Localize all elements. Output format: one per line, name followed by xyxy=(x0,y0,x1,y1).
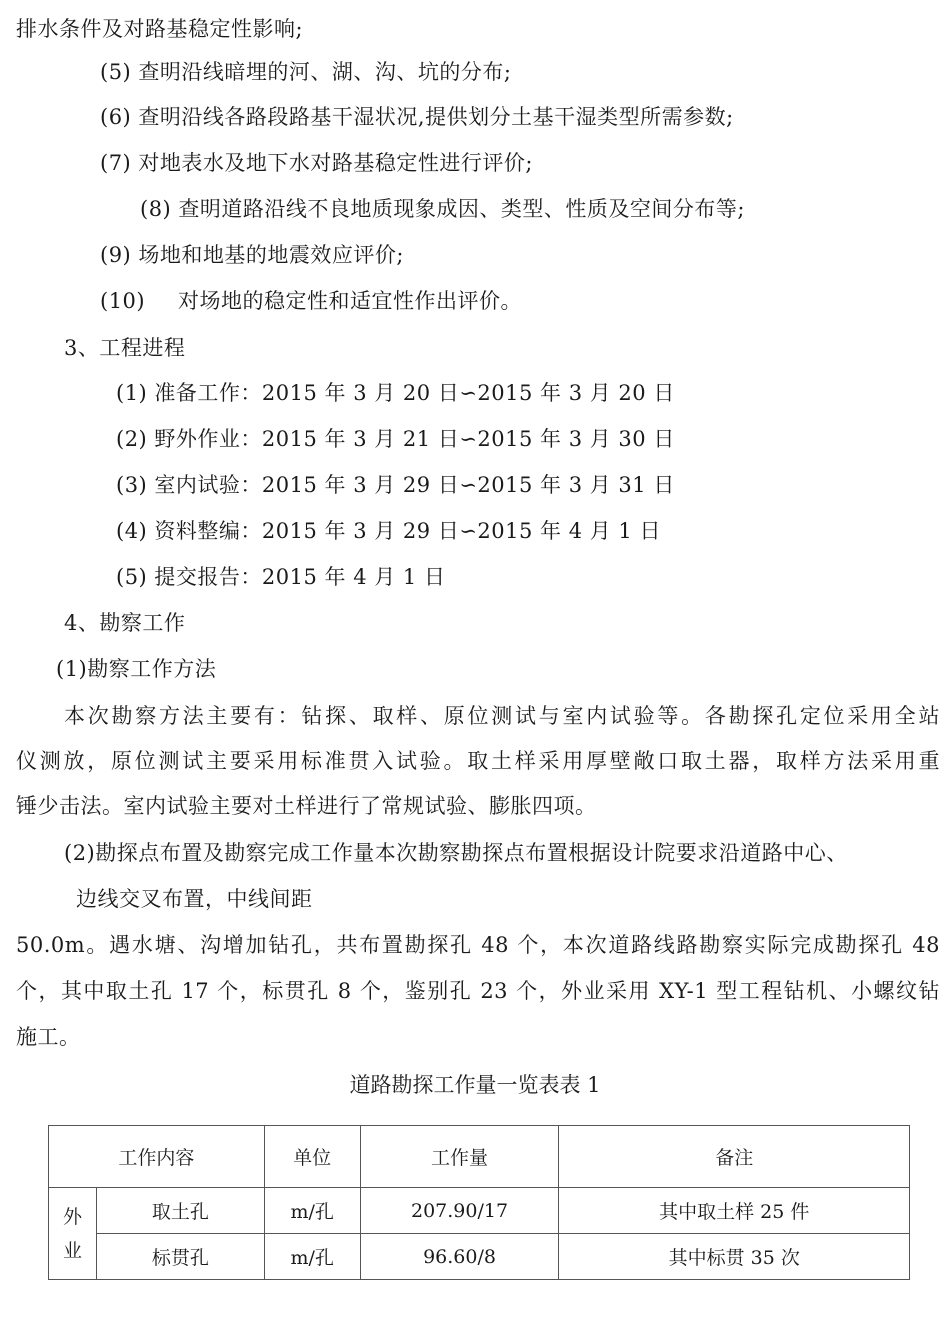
cell-note: 其中标贯 35 次 xyxy=(559,1234,910,1280)
header-cell-note: 备注 xyxy=(559,1126,910,1188)
table-header-row xyxy=(49,1126,910,1188)
schedule-item: (3) 室内试验：2015 年 3 月 29 日∽2015 年 3 月 31 日 xyxy=(116,473,675,497)
section-heading: 4、勘察工作 xyxy=(64,611,186,635)
cell-unit: m/孔 xyxy=(264,1188,360,1234)
list-item: (9) 场地和地基的地震效应评价; xyxy=(100,243,404,267)
list-item: (6) 查明沿线各路段路基干湿状况,提供划分土基干湿类型所需参数; xyxy=(100,105,734,129)
cell-amount: 207.90/17 xyxy=(360,1188,559,1234)
list-item: (5) 查明沿线暗埋的河、湖、沟、坑的分布; xyxy=(100,60,512,84)
group-label: 外业 xyxy=(62,1205,82,1262)
cell-note: 其中取土样 25 件 xyxy=(559,1188,910,1234)
cell-amount: 96.60/8 xyxy=(360,1234,559,1280)
cell-unit: m/孔 xyxy=(264,1234,360,1280)
schedule-item: (4) 资料整编：2015 年 3 月 29 日∽2015 年 4 月 1 日 xyxy=(116,519,661,543)
paragraph-line: (2)勘探点布置及勘察完成工作量本次勘察勘探点布置根据设计院要求沿道路中心、 xyxy=(64,841,848,865)
list-item: (8) 查明道路沿线不良地质现象成因、类型、性质及空间分布等; xyxy=(140,197,745,221)
list-item: (7) 对地表水及地下水对路基稳定性进行评价; xyxy=(100,151,533,175)
table-caption: 道路勘探工作量一览表表 1 xyxy=(349,1073,601,1097)
workload-table xyxy=(48,1125,910,1280)
section-heading: 3、工程进程 xyxy=(64,336,186,360)
schedule-item: (5) 提交报告：2015 年 4 月 1 日 xyxy=(116,565,446,589)
paragraph-line: 边线交叉布置，中线间距 xyxy=(76,887,313,911)
text-line: 排水条件及对路基稳定性影响; xyxy=(16,17,304,41)
cell-item: 标贯孔 xyxy=(96,1234,264,1280)
table-row xyxy=(49,1188,910,1234)
paragraph-line: 50.0m。遇水塘、沟增加钻孔，共布置勘探孔 48 个，本次道路线路勘察实际完成勘探孔 48 xyxy=(16,933,940,957)
paragraph-line: 个，其中取土孔 17 个，标贯孔 8 个，鉴别孔 23 个，外业采用 XY-1 型工程钻机、小螺纹钻 xyxy=(16,979,940,1003)
paragraph-line: 施工。 xyxy=(16,1025,81,1049)
group-cell xyxy=(49,1188,97,1280)
header-cell-unit: 单位 xyxy=(264,1126,360,1188)
list-item-number: (10) xyxy=(100,289,146,313)
list-item: 对场地的稳定性和适宜性作出评价。 xyxy=(178,289,522,313)
header-cell-content: 工作内容 xyxy=(49,1126,265,1188)
cell-item: 取土孔 xyxy=(96,1188,264,1234)
schedule-item: (1) 准备工作：2015 年 3 月 20 日∽2015 年 3 月 20 日 xyxy=(116,381,675,405)
header-cell-amount: 工作量 xyxy=(360,1126,559,1188)
table-row xyxy=(49,1234,910,1280)
paragraph-line: 仪测放，原位测试主要采用标准贯入试验。取土样采用厚壁敞口取土器，取样方法采用重 xyxy=(16,749,940,773)
subsection-heading: (1)勘察工作方法 xyxy=(56,657,217,681)
schedule-item: (2) 野外作业：2015 年 3 月 21 日∽2015 年 3 月 30 日 xyxy=(116,427,675,451)
paragraph-line: 锤少击法。室内试验主要对土样进行了常规试验、膨胀四项。 xyxy=(16,794,597,818)
paragraph-line: 本次勘察方法主要有：钻探、取样、原位测试与室内试验等。各勘探孔定位采用全站 xyxy=(64,704,940,728)
